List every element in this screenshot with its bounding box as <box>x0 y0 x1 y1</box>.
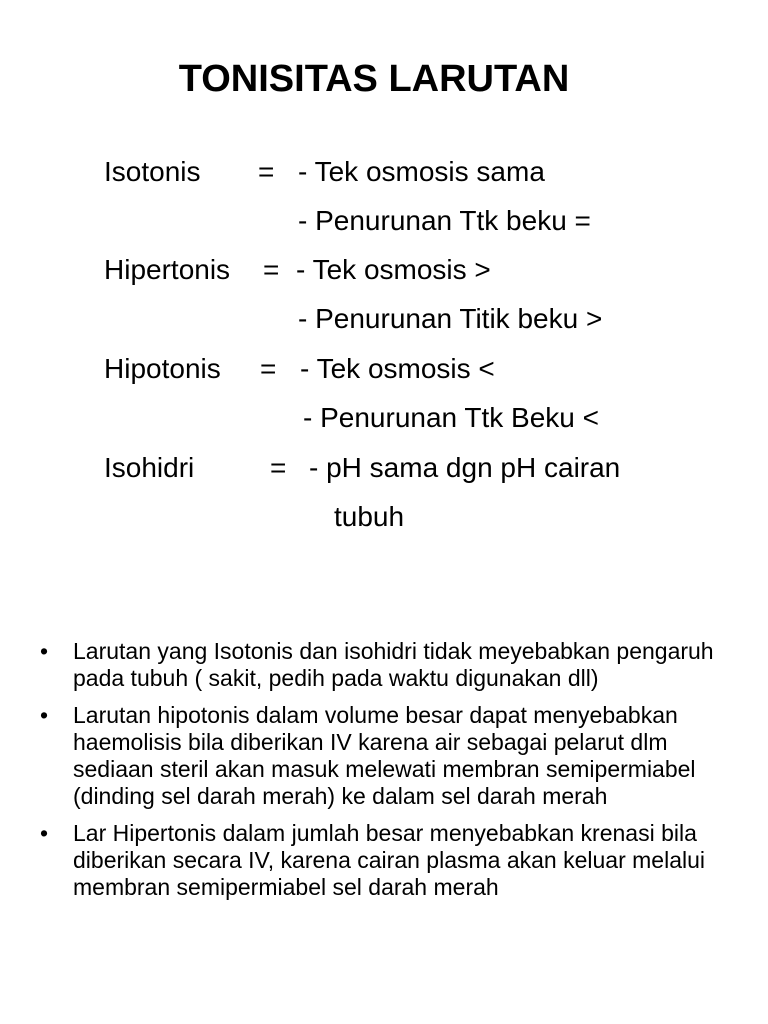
equals-isohidri: = <box>270 452 287 483</box>
bullet-list <box>40 638 740 911</box>
bullet-marker: • <box>40 820 49 846</box>
bullet-text: Larutan hipotonis dalam volume besar dapat menyebabkan haemolisis bila diberikan IV karena air sebagai pelarut dlm sediaan steril akan masuk melewati membran semipermiabel (dinding sel darah merah) ke dalam sel darah merah <box>73 702 696 809</box>
bullet-item-isotonis-isohidri <box>40 638 740 692</box>
isotonis-line-2: - Penurunan Ttk beku = <box>298 205 591 236</box>
term-isotonis: Isotonis <box>104 156 201 187</box>
hipotonis-line-1: - Tek osmosis < <box>300 353 495 384</box>
bullet-marker: • <box>40 638 49 664</box>
term-hipertonis: Hipertonis <box>104 254 231 285</box>
bullet-text: Lar Hipertonis dalam jumlah besar menyebabkan krenasi bila diberikan secara IV, karena cairan plasma akan keluar melalui membran semipermiabel sel darah merah <box>73 820 705 900</box>
isohidri-line-1: - pH sama dgn pH cairan <box>309 452 621 483</box>
equals-isotonis: = <box>258 156 275 187</box>
term-hipotonis: Hipotonis <box>104 353 221 384</box>
isotonis-line-1: - Tek osmosis sama <box>298 156 545 187</box>
equals-hipertonis: = <box>263 254 280 285</box>
isohidri-line-2: tubuh <box>334 501 405 532</box>
bullet-text: Larutan yang Isotonis dan isohidri tidak meyebabkan pengaruh pada tubuh ( sakit, pedih pada waktu digunakan dll) <box>73 638 714 691</box>
term-isohidri: Isohidri <box>104 452 195 483</box>
equals-hipotonis: = <box>260 353 277 384</box>
hipertonis-line-2: - Penurunan Titik beku > <box>298 303 603 334</box>
bullet-marker: • <box>40 702 49 728</box>
bullet-item-hipotonis <box>40 702 740 810</box>
hipertonis-line-1: - Tek osmosis > <box>296 254 491 285</box>
hipotonis-line-2: - Penurunan Ttk Beku < <box>303 402 599 433</box>
bullet-item-hipertonis <box>40 820 740 901</box>
slide-title: TONISITAS LARUTAN <box>178 58 570 100</box>
